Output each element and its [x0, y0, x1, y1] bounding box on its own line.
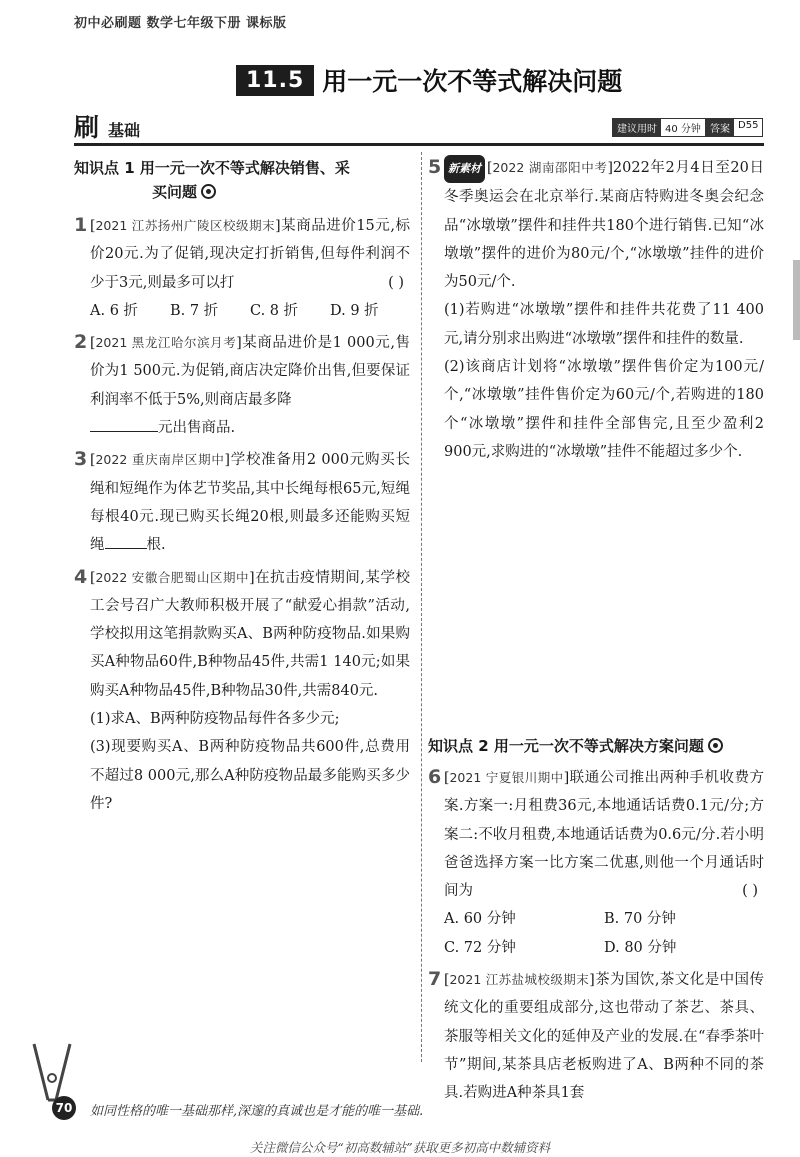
question-6: 6 [2021 宁夏银川期中]联通公司推出两种手机收费方案.方案一:月租费36元,本地通话话费0.1元/分;方案二:不收月租费,本地通话话费为0.6元/分.若小明爸爸选择方案一比方案二优惠,则他一个月通话时间为 ( ) A. 60 分钟 B. 70 分钟 C. 72 分钟 D. 80 分钟: [428, 764, 764, 962]
question-source: 2021 江苏盐城校级期末: [449, 972, 590, 988]
kp1-line2: 买问题: [152, 183, 198, 201]
answer-tag: [705, 118, 763, 137]
question-text: 学校准备用2 000元购买长绳和短绳作为体艺节奖品,其中长绳每根65元,短绳每根40元.现已购买长绳20根,则最多还能购买短绳: [90, 452, 410, 554]
question-number: 3: [74, 448, 88, 471]
target-icon: [201, 184, 216, 199]
question-number: 1: [74, 214, 88, 236]
section-title: [236, 62, 622, 98]
question-5: 5 新素材 [2022 湖南邵阳中考]2022年2月4日至20日冬季奥运会在北京举行.某商店特购进冬奥会纪念品“冰墩墩”摆件和挂件共180个进行销售.已知“冰墩墩”摆件的进价为80元/个,“冰墩墩”挂件的进价为50元/个. (1)若购进“冰墩墩”摆件和挂件共花费了11 400元,请分别求出购进“冰墩墩”摆件和挂件的数量. (2)该商店计划将“冰墩墩”摆件售价定为100元/个,“冰墩墩”挂件售价定为60元/个,若购进的180个“冰墩墩”摆件和挂件全部售完,且至少盈利2 900元,求购进的“冰墩墩”挂件不能超过多少个.: [428, 154, 764, 466]
question-text: 2022年2月4日至20日冬季奥运会在北京举行.某商店特购进冬奥会纪念品“冰墩墩”摆件和挂件共180个进行销售.已知“冰墩墩”摆件的进价为80元/个,“冰墩墩”挂件的进价为50元/个.: [444, 160, 764, 291]
answer-paren: ( ): [742, 883, 758, 900]
page-edge-mark: [793, 260, 800, 340]
question-text: 联通公司推出两种手机收费方案.方案一:月租费36元,本地通话话费0.1元/分;方案二:不收月租费,本地通话话费为0.6元/分.若小明爸爸选择方案一比方案二优惠,则他一个月通话时间为: [444, 770, 765, 900]
column-divider: [421, 152, 422, 1062]
question-text: 某商品进价15元,标价20元.为了促销,现决定打折销售,但每件利润不少于3元,则最多可以打: [90, 218, 410, 291]
brand-glyph: 刷: [74, 113, 100, 142]
answer-label: 答案: [706, 119, 734, 136]
question-source: 2022 湖南邵阳中考: [492, 160, 608, 175]
kp2-title: 知识点 2 用一元一次不等式解决方案问题: [428, 737, 704, 755]
header-rule: [74, 143, 764, 146]
footer-quote: 如同性格的唯一基础那样,深邃的真诚也是才能的唯一基础.: [90, 1104, 424, 1119]
section-title-text: 用一元一次不等式解决问题: [322, 67, 623, 96]
option-d: D. 9 折: [330, 302, 379, 319]
option-a: A. 6 折: [90, 302, 139, 319]
question-text: 在抗击疫情期间,某学校工会号召广大教师积极开展了“献爱心捐款”活动,学校拟用这笔捐款购买A、B两种防疫物品.如果购买A种物品60件,B种物品45件,共需1 140元;如果购买A种物品45件,B种物品30件,共需840元.: [90, 569, 410, 699]
question-part-1: (1)若购进“冰墩墩”摆件和挂件共花费了11 400元,请分别求出购进“冰墩墩”摆件和挂件的数量.: [444, 302, 764, 347]
question-source: 2022 重庆南岸区期中: [95, 452, 225, 468]
target-icon: [708, 738, 723, 753]
option-c: C. 8 折: [250, 302, 299, 319]
question-2: 2 [2021 黑龙江哈尔滨月考]某商品进价是1 000元,售价为1 500元.为促销,商店决定降价出售,但要保证利润率不低于5%,则商店最多降 元出售商品.: [74, 329, 410, 442]
answer-paren: ( ): [388, 274, 404, 291]
section-number: 11.5: [236, 65, 314, 96]
time-tag: [612, 118, 706, 137]
knowledge-point-2: [428, 734, 764, 758]
fill-blank: [105, 532, 147, 549]
question-part-1: (1)求A、B两种防疫物品每件各多少元;: [90, 711, 340, 728]
question-source: 2021 黑龙江哈尔滨月考: [95, 335, 237, 351]
question-1: 1 [2021 江苏扬州广陵区校级期末]某商品进价15元,标价20元.为了促销,现决定打折销售,但每件利润不少于3元,则最多可以打 ( ) A. 6 折 B. 7 折 C. 8 折 D. 9 折: [74, 212, 410, 325]
answer-value: D55: [738, 120, 759, 131]
new-material-badge: 新素材: [444, 155, 485, 183]
option-b: B. 70 分钟: [604, 911, 676, 928]
question-tail: 根.: [146, 537, 166, 554]
right-column-top: [428, 154, 764, 466]
question-7: 7 [2021 江苏盐城校级期末]茶为国饮,茶文化是中国传统文化的重要组成部分,这也带动了茶艺、茶具、茶服等相关文化的延伸及产业的发展.在“春季茶叶节”期间,某茶具店老板购进了A、B两种不同的茶具.若购进A种茶具1套: [428, 966, 764, 1107]
knowledge-point-1: [74, 156, 410, 204]
option-a: A. 60 分钟: [444, 911, 516, 928]
option-list: [90, 297, 410, 325]
fill-blank: [90, 415, 158, 432]
question-source: 2022 安徽合肥蜀山区期中: [95, 569, 250, 585]
question-source: 2021 宁夏银川期中: [449, 770, 564, 785]
question-part-3: (3)现要购买A、B两种防疫物品共600件,总费用不超过8 000元,那么A种防疫物品最多能购买多少件?: [90, 739, 410, 812]
question-source: 2021 江苏扬州广陵区校级期末: [95, 218, 276, 233]
question-number: 2: [74, 331, 88, 354]
option-b: B. 7 折: [170, 302, 219, 319]
page-number: 70: [52, 1096, 76, 1120]
question-text: 某商品进价是1 000元,售价为1 500元.为促销,商店决定降价出售,但要保证利润率不低于5%,则商店最多降: [90, 335, 410, 408]
section-level: 基础: [108, 121, 141, 140]
option-list: [444, 905, 764, 962]
question-3: 3 [2022 重庆南岸区期中]学校准备用2 000元购买长绳和短绳作为体艺节奖品,其中长绳每根65元,短绳每根40元.现已购买长绳20根,则最多还能购买短绳 根.: [74, 446, 410, 559]
running-header: 初中必刷题 数学七年级下册 课标版: [74, 16, 287, 31]
right-column-bottom: [428, 734, 764, 1108]
footer-note: 关注微信公众号“初高数辅站”获取更多初高中数辅资料: [249, 1140, 551, 1155]
question-number: 7: [428, 968, 442, 991]
question-4: 4 [2022 安徽合肥蜀山区期中]在抗击疫情期间,某学校工会号召广大教师积极开展了“献爱心捐款”活动,学校拟用这笔捐款购买A、B两种防疫物品.如果购买A种物品60件,B种物品45件,共需1 140元;如果购买A种物品45件,B种物品30件,共需840元. (1)求A、B两种防疫物品每件各多少元; (3)现要购买A、B两种防疫物品共600件,总费用不超过8 000元,那么A种防疫物品最多能购买多少件?: [74, 564, 410, 819]
time-value: 40 分钟: [665, 124, 701, 135]
clip-icon: [22, 1042, 82, 1106]
option-d: D. 80 分钟: [604, 939, 677, 956]
question-text: 茶为国饮,茶文化是中国传统文化的重要组成部分,这也带动了茶艺、茶具、茶服等相关文化的延伸及产业的发展.在“春季茶叶节”期间,某茶具店老板购进了A、B两种不同的茶具.若购进A种茶具1套: [444, 972, 764, 1102]
question-tail: 元出售商品.: [158, 420, 236, 437]
question-number: 6: [428, 766, 442, 788]
kp1-line1: 知识点 1 用一元一次不等式解决销售、采: [74, 159, 350, 177]
question-part-2: (2)该商店计划将“冰墩墩”摆件售价定为100元/个,“冰墩墩”挂件售价定为60元/个,若购进的180个“冰墩墩”摆件和挂件全部售完,且至少盈利2 900元,求购进的“冰墩墩”挂件不能超过多少个.: [444, 359, 764, 460]
question-number: 5: [428, 156, 442, 178]
question-number: 4: [74, 565, 88, 588]
left-column: [74, 156, 410, 818]
time-label: 建议用时: [613, 119, 661, 136]
option-c: C. 72 分钟: [444, 939, 516, 956]
